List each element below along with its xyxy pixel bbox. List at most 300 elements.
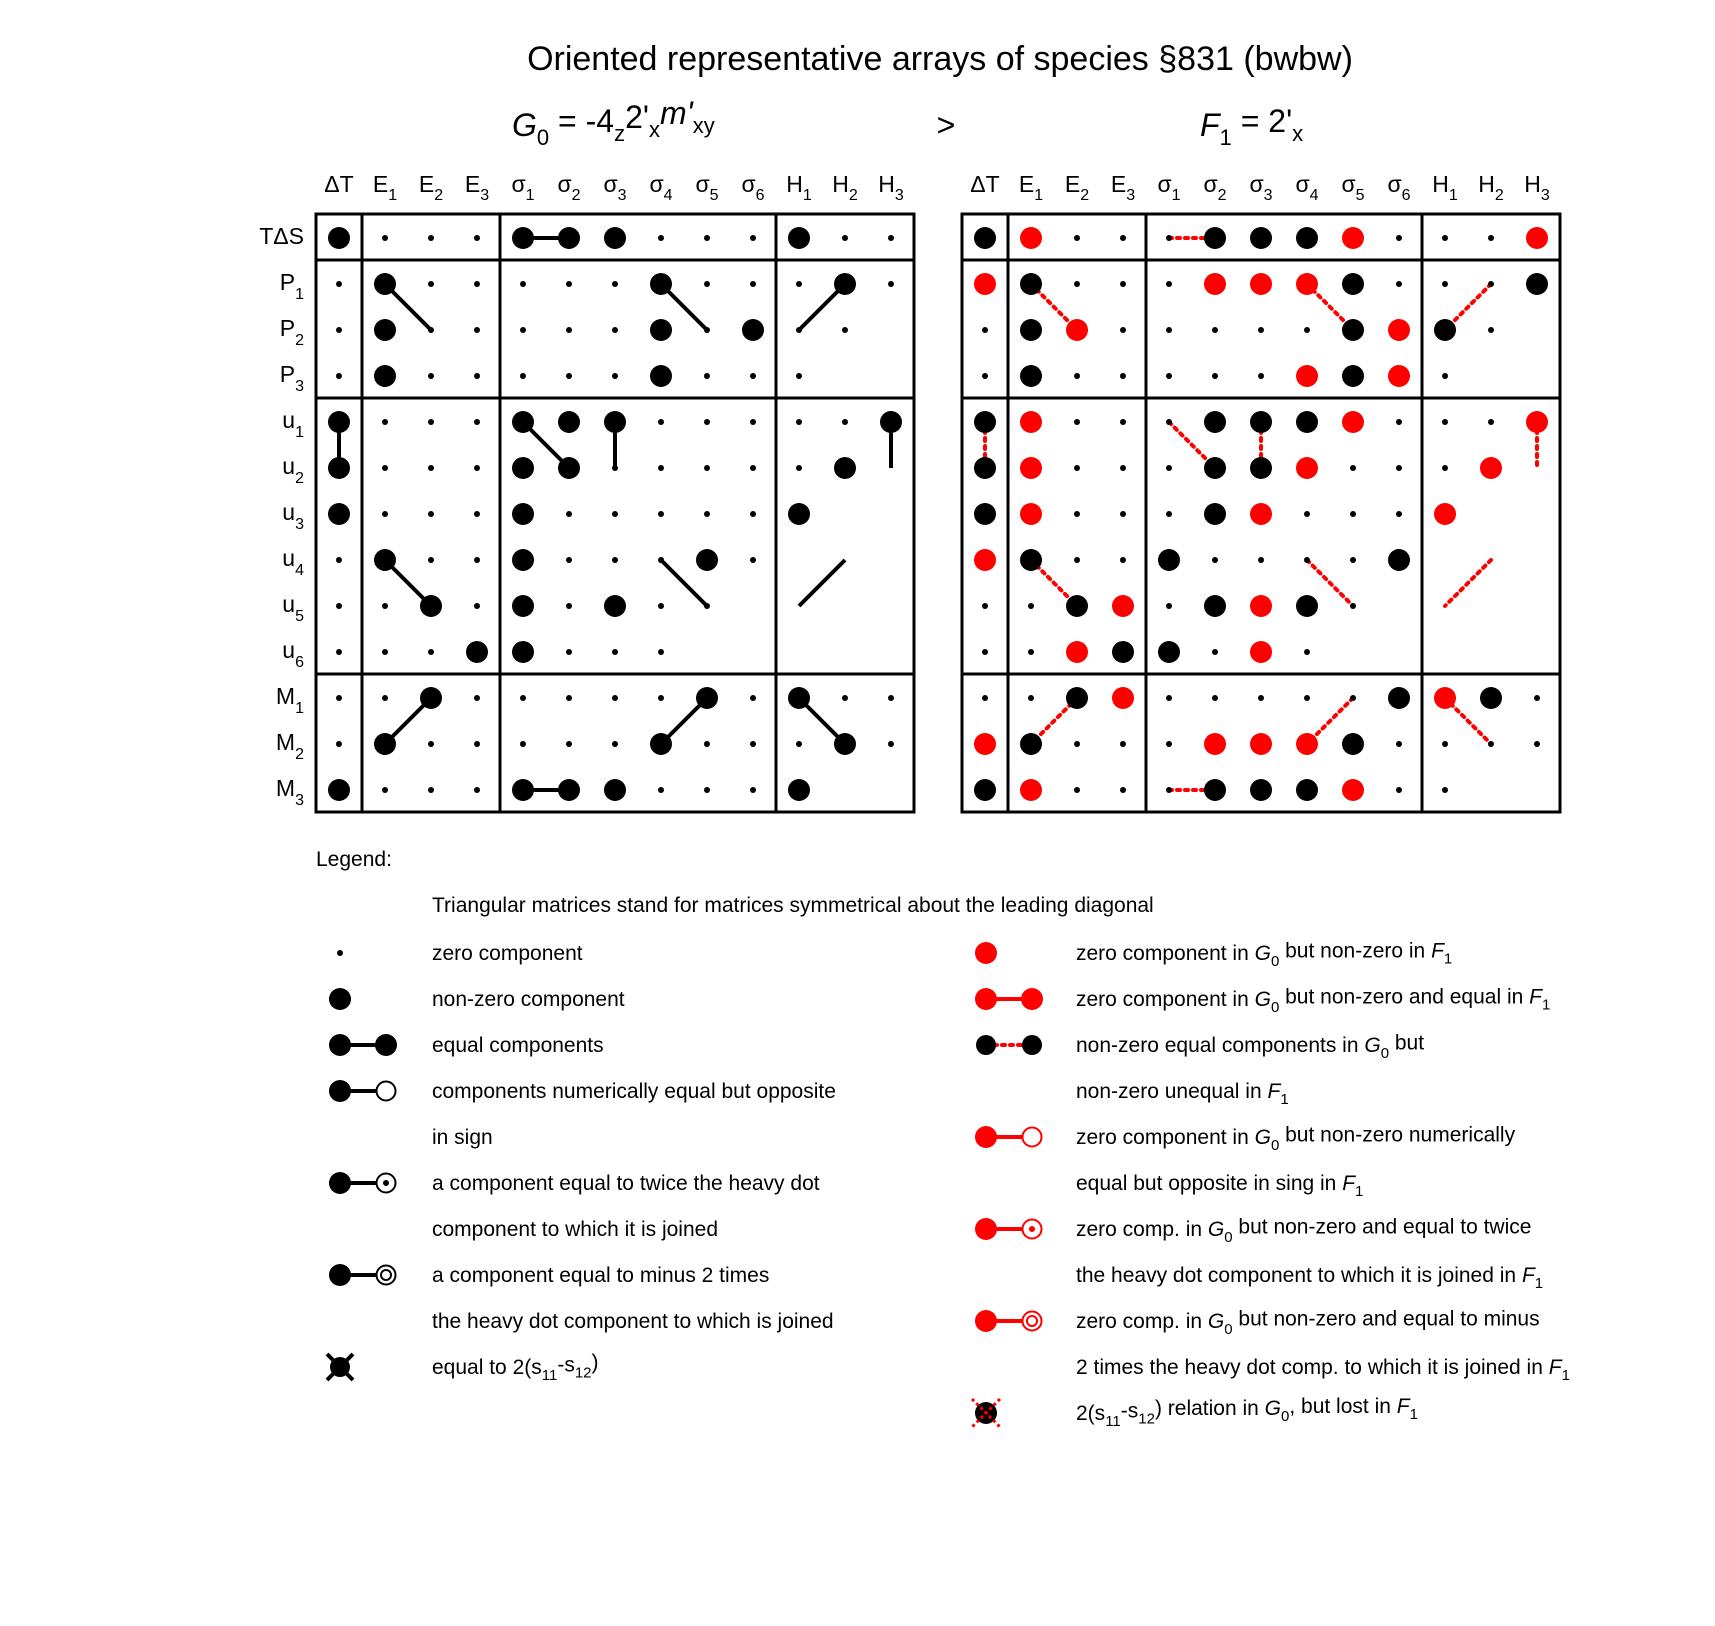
- zero-component: [1442, 373, 1448, 379]
- nonzero-component: [1204, 411, 1226, 433]
- column-label-base: H: [878, 171, 895, 197]
- column-label: [649, 171, 672, 204]
- zero-component: [1212, 373, 1218, 379]
- zero-component: [1028, 649, 1034, 655]
- zero-component: [566, 327, 572, 333]
- red-component: [1526, 411, 1548, 433]
- column-label-base: E: [372, 171, 389, 197]
- zero-component: [474, 787, 480, 793]
- zero-component: [1212, 649, 1218, 655]
- zero-component: [796, 373, 802, 379]
- zero-component: [1488, 741, 1494, 747]
- zero-component: [1166, 373, 1172, 379]
- row-label: [280, 361, 304, 395]
- zero-component: [566, 603, 572, 609]
- nonzero-component: [512, 549, 534, 571]
- zero-component: [428, 327, 434, 333]
- row-label-sub: 3: [295, 792, 304, 809]
- column-label-base: E: [1064, 171, 1081, 197]
- zero-component: [1258, 373, 1264, 379]
- zero-component: [1120, 327, 1126, 333]
- nonzero-component: [374, 365, 396, 387]
- nonzero-component: [1204, 779, 1226, 801]
- column-label-base: σ: [557, 171, 572, 197]
- nonzero-component: [1250, 457, 1272, 479]
- nonzero-component: [974, 411, 996, 433]
- row-label-sub: 5: [295, 608, 304, 625]
- zero-component: [1396, 465, 1402, 471]
- zero-component: [428, 511, 434, 517]
- zero-component: [566, 281, 572, 287]
- zero-component: [336, 695, 342, 701]
- row-label-base: u: [282, 453, 296, 479]
- nonzero-component: [788, 687, 810, 709]
- column-label-base: E: [464, 171, 481, 197]
- nonzero-component: [558, 457, 580, 479]
- zero-component: [704, 787, 710, 793]
- column-label: [511, 171, 534, 204]
- relation-symbol: >: [936, 107, 956, 143]
- legend-symbol-red-opposite: [975, 1126, 1042, 1148]
- nonzero-component: [1250, 779, 1272, 801]
- red-component: [1388, 319, 1410, 341]
- column-label-base: σ: [1203, 171, 1218, 197]
- red-component: [1066, 641, 1088, 663]
- row-label-base: u: [282, 637, 296, 663]
- nonzero-component: [328, 457, 350, 479]
- row-label: [282, 591, 304, 625]
- nonzero-component: [558, 227, 580, 249]
- zero-component: [382, 603, 388, 609]
- nonzero-component: [1526, 273, 1548, 295]
- zero-component: [704, 465, 710, 471]
- legend-text: zero comp. in $G_0$ but non-zero and equal to twice: [1076, 1215, 1532, 1246]
- legend-text: components numerically equal but opposite: [432, 1080, 836, 1103]
- zero-component: [888, 281, 894, 287]
- nonzero-component: [650, 319, 672, 341]
- component-link: [1445, 560, 1491, 606]
- legend-symbol-twice: [329, 1172, 396, 1194]
- column-label: [1203, 171, 1226, 204]
- column-label-base: H: [1524, 171, 1541, 197]
- row-label-sub: 1: [295, 700, 304, 717]
- row-label-sub: 6: [295, 654, 304, 671]
- zero-component: [888, 235, 894, 241]
- zero-component: [982, 327, 988, 333]
- column-label: [1019, 171, 1043, 204]
- zero-component: [704, 327, 710, 333]
- row-label-base: M: [275, 729, 296, 755]
- zero-component: [704, 603, 710, 609]
- red-component: [1434, 503, 1456, 525]
- zero-component: [750, 695, 756, 701]
- column-label-sub: 2: [848, 187, 858, 204]
- nonzero-component: [788, 503, 810, 525]
- right-group-label: $F_1 = 2'_x$: [1200, 103, 1304, 150]
- row-label-sub: 2: [295, 746, 304, 763]
- matrix-block: [776, 398, 914, 674]
- red-component: [1388, 365, 1410, 387]
- matrix-block: [1422, 398, 1560, 674]
- zero-component: [658, 511, 664, 517]
- zero-component: [658, 603, 664, 609]
- zero-component: [474, 235, 480, 241]
- nonzero-component: [1296, 595, 1318, 617]
- zero-component: [888, 695, 894, 701]
- red-component: [1296, 457, 1318, 479]
- zero-component: [612, 373, 618, 379]
- column-label-base: σ: [741, 171, 756, 197]
- red-component: [1112, 687, 1134, 709]
- zero-component: [520, 695, 526, 701]
- zero-component: [1304, 511, 1310, 517]
- row-label-sub: 2: [295, 470, 304, 487]
- zero-component: [428, 741, 434, 747]
- zero-component: [1166, 695, 1172, 701]
- zero-component: [1442, 281, 1448, 287]
- zero-component: [658, 557, 664, 563]
- zero-component: [612, 511, 618, 517]
- zero-component: [1442, 787, 1448, 793]
- zero-component: [1442, 235, 1448, 241]
- zero-component: [796, 327, 802, 333]
- zero-component: [612, 465, 618, 471]
- zero-component: [520, 373, 526, 379]
- nonzero-component: [512, 457, 534, 479]
- nonzero-component: [1112, 641, 1134, 663]
- red-component: [1342, 411, 1364, 433]
- column-label-base: σ: [511, 171, 526, 197]
- nonzero-component: [974, 227, 996, 249]
- legend-text: zero component in $G_0$ but non-zero and equal in $F_1$: [1076, 985, 1551, 1016]
- nonzero-component: [604, 779, 626, 801]
- zero-component: [1350, 695, 1356, 701]
- zero-component: [428, 419, 434, 425]
- row-label-sub: 3: [295, 378, 304, 395]
- column-label-sub: 5: [1355, 187, 1365, 204]
- nonzero-component: [374, 549, 396, 571]
- column-label-base: H: [1432, 171, 1449, 197]
- nonzero-component: [420, 595, 442, 617]
- zero-component: [750, 419, 756, 425]
- left-group-label: $G_0 = -4_z2'_xm'_{xy}$: [512, 95, 715, 150]
- row-label: [276, 729, 304, 763]
- red-component: [1250, 273, 1272, 295]
- zero-component: [474, 419, 480, 425]
- row-label-base: u: [282, 591, 296, 617]
- row-label: [282, 545, 304, 579]
- nonzero-component: [1250, 411, 1272, 433]
- column-label-base: σ: [1387, 171, 1402, 197]
- red-component: [1020, 503, 1042, 525]
- row-label-base: u: [282, 407, 296, 433]
- nonzero-component: [1388, 549, 1410, 571]
- zero-component: [888, 741, 894, 747]
- column-label-sub: 1: [388, 187, 398, 204]
- zero-component: [1396, 741, 1402, 747]
- zero-component: [1534, 695, 1540, 701]
- zero-component: [1166, 787, 1172, 793]
- zero-component: [658, 787, 664, 793]
- zero-component: [1488, 419, 1494, 425]
- zero-component: [612, 557, 618, 563]
- nonzero-component: [650, 733, 672, 755]
- column-label-sub: 6: [755, 187, 765, 204]
- zero-component: [1074, 741, 1080, 747]
- zero-component: [1120, 741, 1126, 747]
- zero-component: [658, 695, 664, 701]
- column-label-sub: 3: [894, 187, 904, 204]
- zero-component: [982, 373, 988, 379]
- legend-text: non-zero unequal in $F_1$: [1076, 1080, 1289, 1108]
- row-label-base: P: [279, 361, 296, 387]
- zero-component: [1442, 465, 1448, 471]
- nonzero-component: [1158, 549, 1180, 571]
- zero-component: [1350, 557, 1356, 563]
- diagram-title: Oriented representative arrays of species §831 (bwbw): [527, 40, 1353, 78]
- column-label-sub: 3: [1126, 187, 1136, 204]
- nonzero-component: [1204, 227, 1226, 249]
- zero-component: [1442, 419, 1448, 425]
- zero-component: [336, 281, 342, 287]
- column-label-sub: 3: [617, 187, 627, 204]
- legend-note: Triangular matrices stand for matrices symmetrical about the leading diagonal: [432, 894, 1154, 917]
- zero-component: [566, 695, 572, 701]
- zero-component: [842, 327, 848, 333]
- zero-component: [1074, 419, 1080, 425]
- column-label-base: σ: [649, 171, 664, 197]
- zero-component: [1028, 695, 1034, 701]
- zero-component: [1396, 511, 1402, 517]
- zero-component: [750, 281, 756, 287]
- column-label: [465, 171, 489, 204]
- column-label: [1524, 171, 1550, 204]
- zero-component: [842, 695, 848, 701]
- legend-text: $2(s_{11}-s_{12})$ relation in $G_0$, but lost in $F_1$: [1076, 1394, 1418, 1430]
- zero-component: [704, 373, 710, 379]
- legend-symbol-equal: [329, 1034, 397, 1056]
- zero-component: [612, 741, 618, 747]
- zero-component: [382, 419, 388, 425]
- nonzero-component: [742, 319, 764, 341]
- row-label: [282, 637, 304, 671]
- red-component: [1296, 733, 1318, 755]
- zero-component: [336, 741, 342, 747]
- legend-text: a component equal to minus 2 times: [432, 1264, 770, 1287]
- column-label-sub: 3: [1540, 187, 1550, 204]
- legend-text: zero component in $G_0$ but non-zero in $F_1$: [1076, 939, 1453, 970]
- red-component: [1204, 273, 1226, 295]
- red-component: [1526, 227, 1548, 249]
- red-component: [974, 549, 996, 571]
- zero-component: [612, 327, 618, 333]
- row-label: [276, 683, 304, 717]
- matrix-block: [362, 398, 500, 674]
- zero-component: [382, 511, 388, 517]
- column-label-sub: 4: [1309, 187, 1319, 204]
- zero-component: [750, 511, 756, 517]
- nonzero-component: [512, 595, 534, 617]
- zero-component: [566, 557, 572, 563]
- row-label-sub: 3: [295, 516, 304, 533]
- column-label: [373, 171, 397, 204]
- row-label: [282, 407, 304, 441]
- red-component: [1250, 503, 1272, 525]
- column-label: [832, 171, 858, 204]
- zero-component: [1166, 281, 1172, 287]
- zero-component: [750, 373, 756, 379]
- red-component: [1066, 319, 1088, 341]
- zero-component: [982, 603, 988, 609]
- legend-text: equal but opposite in sing in $F_1$: [1076, 1172, 1364, 1200]
- zero-component: [1166, 235, 1172, 241]
- zero-component: [1120, 557, 1126, 563]
- zero-component: [428, 649, 434, 655]
- nonzero-component: [512, 227, 534, 249]
- column-label: [1157, 171, 1180, 204]
- column-label-sub: 2: [571, 187, 581, 204]
- zero-component: [428, 557, 434, 563]
- zero-component: [428, 281, 434, 287]
- zero-component: [1166, 465, 1172, 471]
- legend-text: equal to $2(s_{11}-s_{12})$: [432, 1351, 599, 1384]
- zero-component: [1028, 603, 1034, 609]
- legend-text: zero component in $G_0$ but non-zero numerically: [1076, 1123, 1516, 1154]
- zero-component: [1120, 465, 1126, 471]
- zero-component: [1304, 557, 1310, 563]
- zero-component: [474, 695, 480, 701]
- row-label-base: M: [275, 683, 296, 709]
- nonzero-component: [788, 227, 810, 249]
- nonzero-component: [1388, 687, 1410, 709]
- red-component: [1250, 733, 1272, 755]
- nonzero-component: [328, 503, 350, 525]
- row-label-base: P: [279, 269, 296, 295]
- zero-component: [612, 281, 618, 287]
- row-label: [280, 315, 304, 349]
- legend-text: the heavy dot component to which is joined: [432, 1310, 834, 1333]
- column-label-base: σ: [603, 171, 618, 197]
- nonzero-component: [1434, 319, 1456, 341]
- zero-component: [796, 281, 802, 287]
- zero-component: [796, 419, 802, 425]
- column-label: [324, 171, 353, 197]
- zero-component: [474, 557, 480, 563]
- red-component: [1250, 641, 1272, 663]
- column-label-sub: 3: [1263, 187, 1273, 204]
- red-component: [1296, 365, 1318, 387]
- matrix-block: [500, 260, 776, 398]
- column-label-base: σ: [1157, 171, 1172, 197]
- nonzero-component: [604, 411, 626, 433]
- red-component: [1112, 595, 1134, 617]
- column-label-base: E: [418, 171, 435, 197]
- column-label: [1478, 171, 1504, 204]
- nonzero-component: [604, 227, 626, 249]
- zero-component: [520, 327, 526, 333]
- column-label: [1295, 171, 1318, 204]
- zero-component: [1166, 511, 1172, 517]
- zero-component: [382, 465, 388, 471]
- column-label: [1111, 171, 1135, 204]
- zero-component: [1166, 327, 1172, 333]
- row-label: [280, 269, 304, 303]
- zero-component: [1120, 281, 1126, 287]
- zero-component: [1396, 787, 1402, 793]
- zero-component: [1074, 557, 1080, 563]
- nonzero-component: [1066, 595, 1088, 617]
- legend-symbol-small-dot: [337, 950, 343, 956]
- zero-component: [982, 649, 988, 655]
- red-component: [1020, 227, 1042, 249]
- nonzero-component: [834, 273, 856, 295]
- legend-symbol-opposite: [329, 1080, 396, 1102]
- zero-component: [982, 695, 988, 701]
- zero-component: [336, 603, 342, 609]
- legend-symbol-red-twice: [975, 1218, 1042, 1240]
- zero-component: [1488, 235, 1494, 241]
- column-label: [1432, 171, 1458, 204]
- zero-component: [1074, 465, 1080, 471]
- zero-component: [1396, 281, 1402, 287]
- nonzero-component: [880, 411, 902, 433]
- zero-component: [842, 419, 848, 425]
- zero-component: [520, 281, 526, 287]
- row-label-base: P: [279, 315, 296, 341]
- legend-symbol-red-dot: [975, 942, 997, 964]
- nonzero-component: [834, 457, 856, 479]
- zero-component: [750, 235, 756, 241]
- right-matrix: [962, 171, 1560, 812]
- zero-component: [1534, 741, 1540, 747]
- red-component: [1342, 779, 1364, 801]
- zero-component: [1488, 281, 1494, 287]
- nonzero-component: [512, 411, 534, 433]
- zero-component: [428, 373, 434, 379]
- row-label-base: TΔS: [259, 223, 304, 249]
- zero-component: [1350, 511, 1356, 517]
- zero-component: [1074, 373, 1080, 379]
- nonzero-component: [1296, 411, 1318, 433]
- nonzero-component: [1158, 641, 1180, 663]
- column-label: [603, 171, 626, 204]
- column-label-sub: 1: [1448, 187, 1458, 204]
- column-label-base: E: [1018, 171, 1035, 197]
- zero-component: [382, 787, 388, 793]
- column-label: [970, 171, 999, 197]
- column-label: [741, 171, 764, 204]
- legend-text: non-zero component: [432, 988, 625, 1011]
- zero-component: [382, 695, 388, 701]
- zero-component: [382, 649, 388, 655]
- nonzero-component: [834, 733, 856, 755]
- nonzero-component: [696, 687, 718, 709]
- column-label-base: H: [832, 171, 849, 197]
- zero-component: [1304, 649, 1310, 655]
- nonzero-component: [512, 641, 534, 663]
- column-label-sub: 2: [1494, 187, 1504, 204]
- zero-component: [336, 327, 342, 333]
- zero-component: [1212, 327, 1218, 333]
- legend-symbol-minus2: [329, 1264, 396, 1286]
- nonzero-component: [328, 227, 350, 249]
- red-component: [1020, 457, 1042, 479]
- red-component: [1020, 779, 1042, 801]
- zero-component: [1120, 419, 1126, 425]
- zero-component: [1120, 511, 1126, 517]
- red-component: [1342, 227, 1364, 249]
- red-component: [974, 273, 996, 295]
